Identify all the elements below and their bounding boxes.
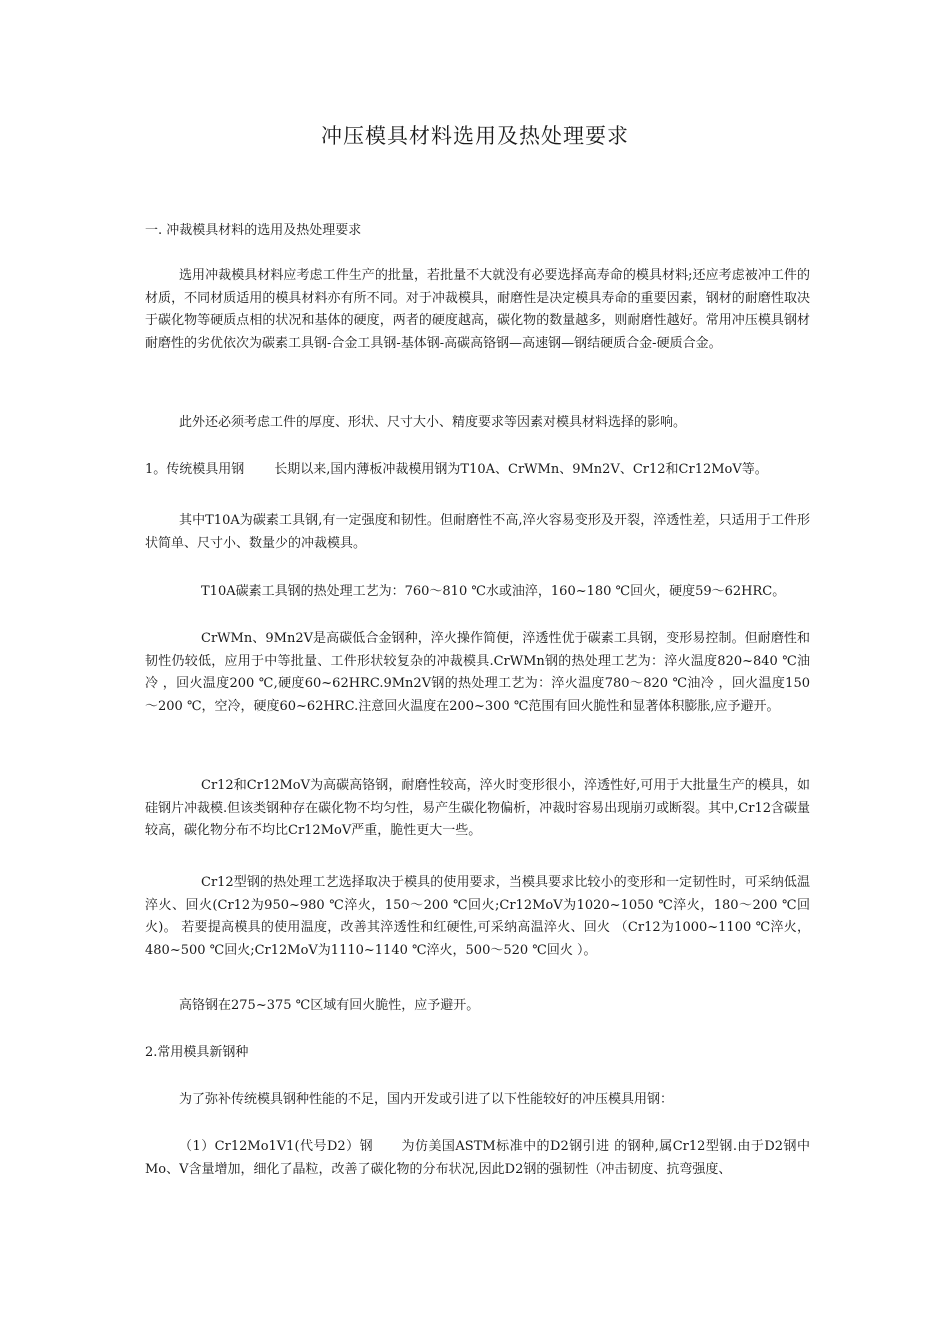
paragraph-d2-steel	[145, 1136, 810, 1181]
paragraph-cr12: Cr12和Cr12MoV为高碳高铬钢，耐磨性较高，淬火时变形很小，淬透性好,可用于大批量生产的模具，如硅钢片冲裁模.但该类钢种存在碳化物不均匀性，易产生碳化物偏析，冲裁时容易出现崩刃或断裂。其中,Cr12含碳量较高，碳化物分布不均比Cr12MoV严重，脆性更大一些。	[145, 778, 810, 838]
paragraph-crwmn: CrWMn、9Mn2V是高碳低合金钢种，淬火操作简便，淬透性优于碳素工具钢，变形易控制。但耐磨性和韧性仍较低，应用于中等批量、工件形状较复杂的冲裁模具.CrWMn钢的热处理工艺为：淬火温度820~840 ℃油冷 ，回火温度200 ℃,硬度60~62HRC.9Mn2V钢的热处理工艺为：淬火温度780～820 ℃油冷 ，回火温度150～200 ℃，空冷，硬度60~62HRC.注意回火温度在200~300 ℃范围有回火脆性和显著体积膨胀,应予避开。	[145, 631, 810, 714]
subsection-traditional-steel	[145, 459, 810, 482]
paragraph-new-steel-intro: 为了弥补传统模具钢种性能的不足，国内开发或引进了以下性能较好的冲压模具用钢：	[179, 1092, 674, 1107]
section-heading: 一. 冲裁模具材料的选用及热处理要求	[145, 223, 362, 238]
document-title: 冲压模具材料选用及热处理要求	[321, 124, 629, 148]
d2-text: 为仿美国ASTM标准中的D2钢引进 的钢种,属Cr12型钢.由于D2钢中Mo、V含量增加，细化了晶粒，改善了碳化物的分布状况,因此D2钢的强韧性（冲击韧度、抗弯强度、	[145, 1139, 810, 1177]
subsection-label: 1。传统模具用钢	[145, 462, 245, 477]
paragraph-t10a-heat-treatment: T10A碳素工具钢的热处理工艺为：760～810 ℃水或油淬，160~180 ℃回火，硬度59～62HRC。	[201, 584, 786, 599]
paragraph-other-factors: 此外还必须考虑工件的厚度、形状、尺寸大小、精度要求等因素对模具材料选择的影响。	[179, 415, 687, 430]
subsection-text: 长期以来,国内薄板冲裁模用钢为T10A、CrWMn、9Mn2V、Cr12和Cr12MoV等。	[274, 462, 768, 477]
paragraph-cr12-heat-treatment: Cr12型钢的热处理工艺选择取决于模具的使用要求，当模具要求比较小的变形和一定韧性时，可采纳低温淬火、回火(Cr12为950~980 ℃淬火，150～200 ℃回火;Cr12MoV为1020~1050 ℃淬火，180～200 ℃回火)。 若要提高模具的使用温度，改善其淬透性和红硬性,可采纳高温淬火、回火 （Cr12为1000~1100 ℃淬火，480~500 ℃回火;Cr12MoV为1110~1140 ℃淬火，500～520 ℃回火 ）。	[145, 875, 810, 958]
paragraph-t10a: 其中T10A为碳素工具钢,有一定强度和韧性。但耐磨性不高,淬火容易变形及开裂，淬透性差，只适用于工件形状简单、尺寸小、数量少的冲裁模具。	[145, 513, 810, 551]
paragraph-material-selection: 选用冲裁模具材料应考虑工件生产的批量，若批量不大就没有必要选择高寿命的模具材料;还应考虑被冲工件的材质，不同材质适用的模具材料亦有所不同。对于冲裁模具，耐磨性是决定模具寿命的重要因素，钢材的耐磨性取决于碳化物等硬质点相的状况和基体的硬度，两者的硬度越高，碳化物的数量越多，则耐磨性越好。常用冲压模具钢材耐磨性的劣优依次为碳素工具钢-合金工具钢-基体钢-高碳高铬钢—高速钢—钢结硬质合金-硬质合金。	[145, 268, 810, 351]
d2-label: （1）Cr12Mo1V1(代号D2）钢	[179, 1139, 374, 1154]
paragraph-high-chrome: 高铬钢在275~375 ℃区域有回火脆性，应予避开。	[179, 998, 480, 1013]
subsection-new-steel: 2.常用模具新钢种	[145, 1045, 249, 1060]
